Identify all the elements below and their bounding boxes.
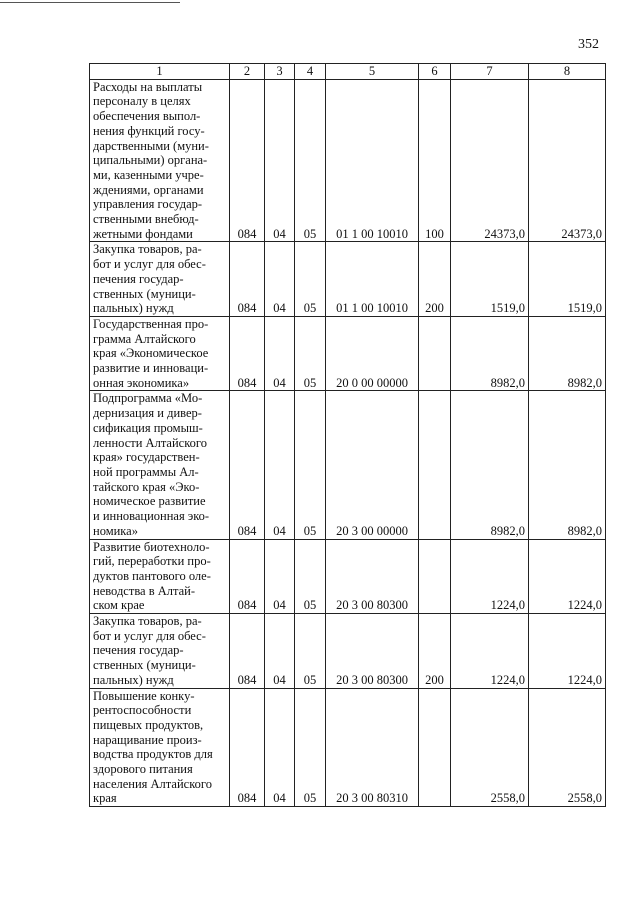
item-name-line: дарственными (муни-	[93, 138, 209, 153]
target-article-cell: 20 3 00 00000	[326, 391, 419, 539]
subsection-code-cell: 05	[295, 614, 326, 689]
ministry-code-cell: 084	[230, 688, 265, 807]
table-row	[90, 242, 606, 317]
column-header: 1	[90, 64, 230, 80]
item-name-line: водства продуктов для	[93, 747, 213, 762]
page-number: 352	[578, 37, 599, 52]
table-row	[90, 316, 606, 391]
expense-type-cell	[419, 391, 451, 539]
amount-cell-7: 2558,0	[451, 688, 529, 807]
item-name-line: бот и услуг для обес-	[93, 628, 206, 643]
item-name-line: наращивание произ-	[93, 732, 202, 747]
item-name-line: Закупка товаров, ра-	[93, 614, 202, 629]
table-body	[90, 79, 606, 806]
expense-type-cell	[419, 539, 451, 614]
target-article-cell: 20 3 00 80310	[326, 688, 419, 807]
item-name-line: дуктов пантового оле-	[93, 568, 211, 583]
section-code-cell: 04	[265, 614, 295, 689]
item-name-cell	[90, 391, 230, 539]
item-name-line: здорового питания	[93, 762, 193, 777]
top-rule	[0, 2, 180, 3]
ministry-code-cell: 084	[230, 391, 265, 539]
table-row	[90, 614, 606, 689]
amount-cell-7: 8982,0	[451, 316, 529, 391]
item-name-line: пищевых продуктов,	[93, 717, 204, 732]
item-name-line: персоналу в целях	[93, 94, 191, 109]
subsection-code-cell: 05	[295, 316, 326, 391]
amount-cell-7: 1519,0	[451, 242, 529, 317]
section-code-cell: 04	[265, 391, 295, 539]
table-row	[90, 391, 606, 539]
column-header: 6	[419, 64, 451, 80]
column-header: 5	[326, 64, 419, 80]
item-name-line: гий, переработки про-	[93, 554, 211, 569]
item-name-line: края» государствен-	[93, 450, 200, 465]
column-header: 2	[230, 64, 265, 80]
item-name-line: ском крае	[93, 598, 145, 613]
target-article-cell: 20 3 00 80300	[326, 614, 419, 689]
table-row	[90, 688, 606, 807]
column-header: 8	[529, 64, 606, 80]
subsection-code-cell: 05	[295, 391, 326, 539]
item-name-line: тайского края «Эко-	[93, 479, 200, 494]
item-name-cell	[90, 688, 230, 807]
amount-cell-8: 1224,0	[529, 539, 606, 614]
amount-cell-8: 8982,0	[529, 391, 606, 539]
amount-cell-8: 24373,0	[529, 79, 606, 242]
table-row	[90, 79, 606, 242]
item-name-line: ной программы Ал-	[93, 464, 199, 479]
item-name-line: ленности Алтайского	[93, 435, 207, 450]
target-article-cell: 20 0 00 00000	[326, 316, 419, 391]
section-code-cell: 04	[265, 242, 295, 317]
item-name-line: печения государ-	[93, 271, 184, 286]
item-name-cell	[90, 242, 230, 317]
target-article-cell: 20 3 00 80300	[326, 539, 419, 614]
item-name-line: дернизация и дивер-	[93, 406, 202, 421]
amount-cell-8: 1519,0	[529, 242, 606, 317]
expense-type-cell: 100	[419, 79, 451, 242]
section-code-cell: 04	[265, 79, 295, 242]
item-name-line: пальных) нужд	[93, 672, 174, 687]
amount-cell-8: 1224,0	[529, 614, 606, 689]
item-name-line: онная экономика»	[93, 375, 190, 390]
amount-cell-7: 1224,0	[451, 539, 529, 614]
target-article-cell: 01 1 00 10010	[326, 242, 419, 317]
item-name-line: Развитие биотехноло-	[93, 539, 210, 554]
item-name-line: ждениями, органами	[93, 182, 204, 197]
subsection-code-cell: 05	[295, 242, 326, 317]
item-name-line: управления государ-	[93, 197, 203, 212]
section-code-cell: 04	[265, 316, 295, 391]
column-header: 3	[265, 64, 295, 80]
item-name-line: жетными фондами	[93, 226, 193, 241]
item-name-cell	[90, 539, 230, 614]
expense-type-cell: 200	[419, 242, 451, 317]
ministry-code-cell: 084	[230, 614, 265, 689]
expense-type-cell	[419, 316, 451, 391]
item-name-line: ми, казенными учре-	[93, 167, 204, 182]
item-name-line: края	[93, 791, 117, 806]
target-article-cell: 01 1 00 10010	[326, 79, 419, 242]
amount-cell-7: 24373,0	[451, 79, 529, 242]
subsection-code-cell: 05	[295, 539, 326, 614]
item-name-line: грамма Алтайского	[93, 331, 196, 346]
item-name-line: края «Экономическое	[93, 346, 209, 361]
subsection-code-cell: 05	[295, 79, 326, 242]
expense-type-cell	[419, 688, 451, 807]
item-name-line: Закупка товаров, ра-	[93, 242, 202, 257]
expense-type-cell: 200	[419, 614, 451, 689]
item-name-line: обеспечения выпол-	[93, 109, 201, 124]
item-name-cell	[90, 614, 230, 689]
item-name-line: печения государ-	[93, 643, 184, 658]
ministry-code-cell: 084	[230, 242, 265, 317]
item-name-line: Повышение конку-	[93, 688, 195, 703]
budget-table	[89, 63, 606, 807]
item-name-cell	[90, 79, 230, 242]
ministry-code-cell: 084	[230, 539, 265, 614]
item-name-line: нения функций госу-	[93, 123, 205, 138]
amount-cell-7: 8982,0	[451, 391, 529, 539]
header-row	[90, 64, 606, 80]
subsection-code-cell: 05	[295, 688, 326, 807]
table-row	[90, 539, 606, 614]
item-name-line: рентоспособности	[93, 703, 192, 718]
section-code-cell: 04	[265, 539, 295, 614]
column-header: 4	[295, 64, 326, 80]
item-name-line: ственными внебюд-	[93, 212, 199, 227]
item-name-line: Расходы на выплаты	[93, 79, 203, 94]
item-name-line: номическое развитие	[93, 494, 206, 509]
item-name-line: Подпрограмма «Мо-	[93, 391, 203, 406]
item-name-line: ственных (муници-	[93, 658, 196, 673]
item-name-line: и инновационная эко-	[93, 509, 210, 524]
item-name-line: пальных) нужд	[93, 301, 174, 316]
column-header: 7	[451, 64, 529, 80]
item-name-line: неводства в Алтай-	[93, 583, 196, 598]
amount-cell-7: 1224,0	[451, 614, 529, 689]
item-name-cell	[90, 316, 230, 391]
item-name-line: номика»	[93, 523, 138, 538]
ministry-code-cell: 084	[230, 316, 265, 391]
amount-cell-8: 2558,0	[529, 688, 606, 807]
item-name-line: ципальными) органа-	[93, 153, 208, 168]
item-name-line: сификация промыш-	[93, 420, 203, 435]
section-code-cell: 04	[265, 688, 295, 807]
amount-cell-8: 8982,0	[529, 316, 606, 391]
item-name-line: развитие и инноваци-	[93, 361, 209, 376]
item-name-line: бот и услуг для обес-	[93, 257, 206, 272]
item-name-line: ственных (муници-	[93, 286, 196, 301]
ministry-code-cell: 084	[230, 79, 265, 242]
item-name-line: населения Алтайского	[93, 776, 212, 791]
item-name-line: Государственная про-	[93, 316, 209, 331]
